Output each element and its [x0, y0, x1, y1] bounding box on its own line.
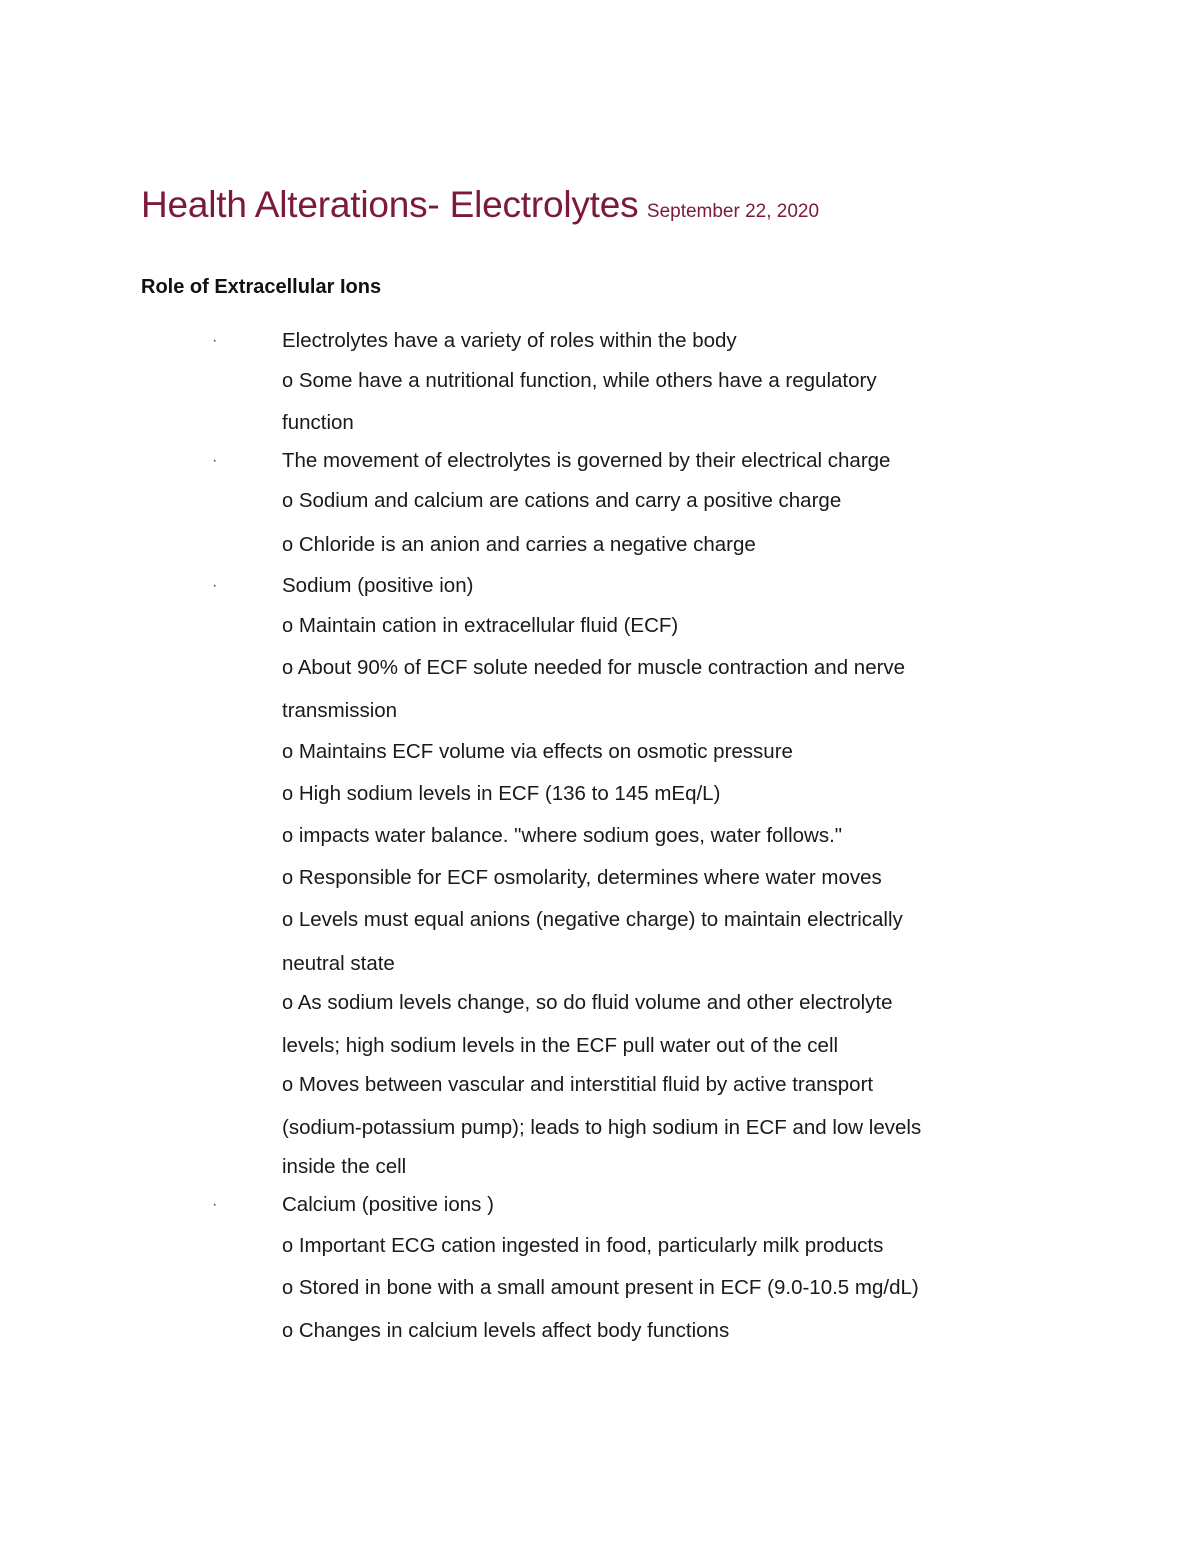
line-text: function: [282, 411, 354, 434]
sub-item: [282, 823, 842, 849]
sub-bullet-marker: o: [282, 867, 294, 889]
line-text: Maintains ECF volume via effects on osmotic pressure: [298, 740, 793, 763]
sub-bullet-marker: o: [282, 370, 294, 392]
sub-item: [282, 739, 793, 765]
sub-bullet-marker: o: [282, 783, 294, 805]
continuation-line: [282, 951, 395, 977]
line-text: Sodium (positive ion): [282, 574, 474, 597]
line-text: Levels must equal anions (negative charge) to maintain electrically: [298, 908, 903, 931]
line-text: transmission: [282, 699, 398, 722]
line-text: As sodium levels change, so do fluid volume and other electrolyte: [297, 991, 893, 1014]
bullet-item: [282, 573, 473, 599]
sub-item: [282, 368, 877, 394]
sub-item: [282, 1275, 919, 1301]
bullet-marker: ·: [212, 1196, 218, 1213]
bullet-marker: ·: [212, 452, 218, 469]
line-text: Maintain cation in extracellular fluid (ECF): [298, 614, 679, 637]
sub-bullet-marker: o: [282, 909, 294, 931]
line-text: High sodium levels in ECF (136 to 145 mEq/L): [298, 782, 721, 805]
sub-bullet-marker: o: [282, 1277, 294, 1299]
sub-bullet-marker: o: [282, 992, 294, 1014]
line-text: Some have a nutritional function, while others have a regulatory: [298, 369, 877, 392]
line-text: inside the cell: [282, 1155, 407, 1178]
sub-item: [282, 655, 905, 681]
line-text: Changes in calcium levels affect body functions: [298, 1319, 730, 1342]
sub-bullet-marker: o: [282, 615, 294, 637]
sub-item: [282, 1072, 873, 1098]
document-title: [141, 184, 819, 226]
sub-item: [282, 781, 720, 807]
line-text: Moves between vascular and interstitial fluid by active transport: [298, 1073, 874, 1096]
sub-item: [282, 1318, 729, 1344]
line-text: Electrolytes have a variety of roles within the body: [282, 329, 737, 352]
line-text: neutral state: [282, 952, 395, 975]
sub-item: [282, 613, 678, 639]
sub-bullet-marker: o: [282, 741, 294, 763]
sub-item: [282, 990, 893, 1016]
sub-bullet-marker: o: [282, 657, 294, 679]
sub-bullet-marker: o: [282, 1074, 294, 1096]
line-text: Responsible for ECF osmolarity, determines where water moves: [298, 866, 882, 889]
bullet-item: [282, 1192, 494, 1218]
bullet-item: [282, 328, 737, 354]
bullet-marker: ·: [212, 332, 218, 349]
line-text: impacts water balance. "where sodium goes, water follows.": [298, 824, 843, 847]
title-text: Health Alterations- Electrolytes: [141, 184, 639, 225]
bullet-marker: ·: [212, 577, 218, 594]
sub-bullet-marker: o: [282, 490, 294, 512]
sub-bullet-marker: o: [282, 1320, 294, 1342]
sub-bullet-marker: o: [282, 825, 294, 847]
bullet-item: [282, 448, 890, 474]
title-date: September 22, 2020: [646, 201, 820, 222]
sub-item: [282, 907, 903, 933]
line-text: Stored in bone with a small amount present in ECF (9.0-10.5 mg/dL): [298, 1276, 919, 1299]
line-text: About 90% of ECF solute needed for muscle contraction and nerve: [297, 656, 906, 679]
sub-bullet-marker: o: [282, 1235, 294, 1257]
sub-item: [282, 532, 756, 558]
sub-item: [282, 488, 841, 514]
line-text: (sodium-potassium pump); leads to high sodium in ECF and low levels: [282, 1116, 922, 1139]
line-text: Sodium and calcium are cations and carry a positive charge: [298, 489, 842, 512]
line-text: Calcium (positive ions ): [282, 1193, 494, 1216]
line-text: levels; high sodium levels in the ECF pull water out of the cell: [282, 1034, 839, 1057]
section-heading: Role of Extracellular Ions: [141, 276, 382, 298]
sub-item: [282, 1233, 883, 1259]
continuation-line: [282, 1154, 406, 1180]
continuation-line: [282, 410, 354, 436]
line-text: Chloride is an anion and carries a negative charge: [298, 533, 756, 556]
continuation-line: [282, 1115, 921, 1141]
sub-item: [282, 865, 882, 891]
continuation-line: [282, 1033, 838, 1059]
line-text: Important ECG cation ingested in food, particularly milk products: [298, 1234, 884, 1257]
sub-bullet-marker: o: [282, 534, 294, 556]
continuation-line: [282, 698, 397, 724]
line-text: The movement of electrolytes is governed by their electrical charge: [282, 449, 891, 472]
